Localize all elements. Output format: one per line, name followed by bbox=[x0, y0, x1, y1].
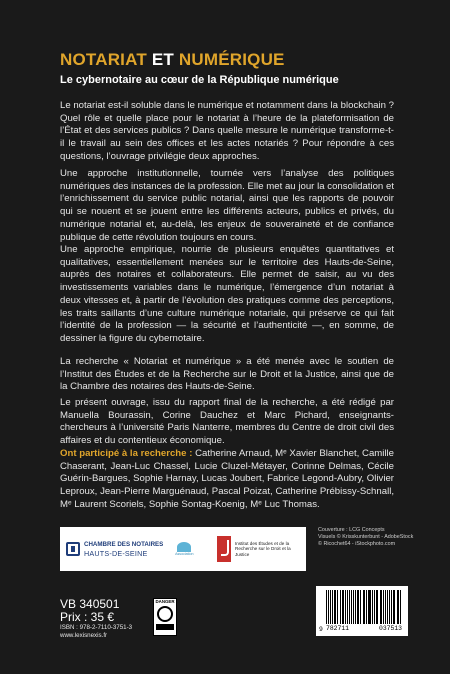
credit-photo: © Ricochet64 - iStockphoto.com bbox=[318, 541, 396, 548]
danger-label: DANGER bbox=[155, 599, 175, 604]
product-reference: VB 340501 bbox=[60, 597, 120, 611]
barcode-bars bbox=[326, 590, 402, 624]
danger-photocopy-logo bbox=[153, 598, 177, 636]
book-title bbox=[60, 50, 285, 70]
barcode-bar bbox=[347, 590, 348, 624]
photocopy-warning-icon bbox=[157, 606, 173, 622]
credit-visuals: Visuels © Krisskunterbunt - AdobeStock bbox=[318, 534, 414, 541]
barcode-bar bbox=[330, 590, 331, 624]
barcode-bar bbox=[372, 590, 373, 624]
barcode-bar bbox=[393, 590, 394, 624]
contributors-lead: Ont participé à la recherche : bbox=[60, 448, 193, 459]
association-logo bbox=[169, 542, 199, 556]
barcode-digits bbox=[326, 625, 402, 633]
barcode-bar bbox=[340, 590, 341, 624]
isbn-label: ISBN : 978-2-7110-3751-3 bbox=[60, 624, 133, 631]
barcode-bar bbox=[398, 590, 399, 624]
book-subtitle: Le cybernotaire au cœur de la République numérique bbox=[60, 74, 339, 86]
price-label: Prix : 35 € bbox=[60, 610, 115, 624]
credit-cover: Couverture : LCG Concepts bbox=[318, 527, 385, 533]
paragraph-authors: Le présent ouvrage, issu du rapport final de la recherche, a été rédigé par Manuella Bourassin, Corine Dauchez et Marc Pichard, enseignants-chercheurs à l’université Paris Nanterre, membres du Centre de droit civil des affaires et du contentieux économique. bbox=[60, 397, 394, 447]
barcode-group2: 037513 bbox=[378, 625, 402, 632]
ierdj-mark-icon bbox=[217, 536, 231, 562]
contributors-list: Catherine Arnaud, Mᵉ Xavier Blanchet, Camille Chaserant, Jean-Luc Chassel, Lucie Cluzel-Métayer, Corinne Delmas, Cécile Guérin-Bargues, Sophie Harnay, Lucas Joubert, Fabrice Legond-Aubry, Olivier Leproux, Jean-Pierre Marguénaud, Pascal Poizat, Catherine Prébissy-Schnall, Mᵉ Laurent Scoriels, Sophie Sontag-Koenig, Mᵉ Luc Thomas. bbox=[60, 448, 395, 510]
barcode-bar bbox=[363, 590, 364, 624]
title-word-et: ET bbox=[151, 50, 174, 69]
paragraph-intro: Le notariat est-il soluble dans le numérique et notamment dans la blockchain ? Quel rôle et quelle place pour le notariat à l’heure de la plateformisation de l’État et des services publics ? Dans quelle mesure le numérique transforme-t-il le travail au sein des offices et les actes notariés ? Pour répondre à ces questions, l’ouvrage privilégie deux approches. bbox=[60, 100, 394, 162]
barcode-bar bbox=[369, 590, 370, 624]
barcode-group1: 782711 bbox=[326, 625, 350, 632]
ierdj-logo-text: Institut des Études et de la Recherche sur le Droit et la Justice bbox=[235, 540, 291, 557]
association-logo-text: Association bbox=[175, 552, 194, 556]
paragraph-contributors bbox=[60, 448, 394, 512]
association-mark-icon bbox=[177, 542, 191, 552]
barcode-bar bbox=[383, 590, 384, 624]
paragraph-empirical: Une approche empirique, nourrie de plusieurs enquêtes quantitatives et qualitatives, essentiellement menées sur le territoire des Hauts-de-Seine, auprès des notaires et collaborateurs. Elle permet de saisir, au vu des investissements variables dans le numérique, l’émergence d’un notariat à deux vitesses et, à partir de l’évolution des pratiques comme des perceptions, les traits saillants d’une culture numérique notariale, qui préserve ce qui fait l’identité de la profession — la sécurité et l’authenticité —, en somme, de dessiner la figure du cybernotaire. bbox=[60, 244, 394, 344]
image-credits bbox=[318, 527, 428, 549]
barcode-bar bbox=[358, 590, 359, 624]
ierdj-logo bbox=[212, 527, 306, 571]
chambre-notaires-mark-icon bbox=[66, 542, 80, 556]
barcode-bar bbox=[335, 590, 336, 624]
barcode-bar bbox=[345, 590, 346, 624]
chambre-notaires-logo bbox=[66, 540, 163, 558]
paragraph-institutional: Une approche institutionnelle, tournée vers l’analyse des politiques numériques des instances de la profession. Elle met au jour la consolidation et l’enrichissement du service public notarial, ainsi que les rapports de pouvoir qui se nouent et se jouent entre les différents acteurs, publics et privés, du numérique notarial et, au-delà, les enjeux de souveraineté et de confiance publique de cette révolution toujours en cours. bbox=[60, 168, 394, 243]
price-block bbox=[60, 598, 132, 640]
paragraph-support: La recherche « Notariat et numérique » a été menée avec le soutien de l’Institut des Études et de la Recherche sur le Droit et la Justice, ainsi que de la Chambre des notaires des Hauts-de-Seine. bbox=[60, 356, 394, 393]
barcode-bar bbox=[353, 590, 354, 624]
barcode-bar bbox=[377, 590, 378, 624]
title-word-numerique: NUMÉRIQUE bbox=[178, 50, 285, 69]
publisher-url: www.lexisnexis.fr bbox=[60, 632, 108, 639]
barcode-first-digit: 9 bbox=[319, 626, 323, 633]
chambre-notaires-line2: HAUTS-DE-SEINE bbox=[84, 549, 148, 558]
barcode-bar bbox=[387, 590, 388, 624]
isbn-barcode bbox=[316, 586, 408, 636]
chambre-notaires-line1: CHAMBRE DES NOTAIRES bbox=[84, 541, 164, 548]
title-word-notariat: NOTARIAT bbox=[60, 50, 147, 69]
danger-foot-icon bbox=[156, 624, 174, 630]
